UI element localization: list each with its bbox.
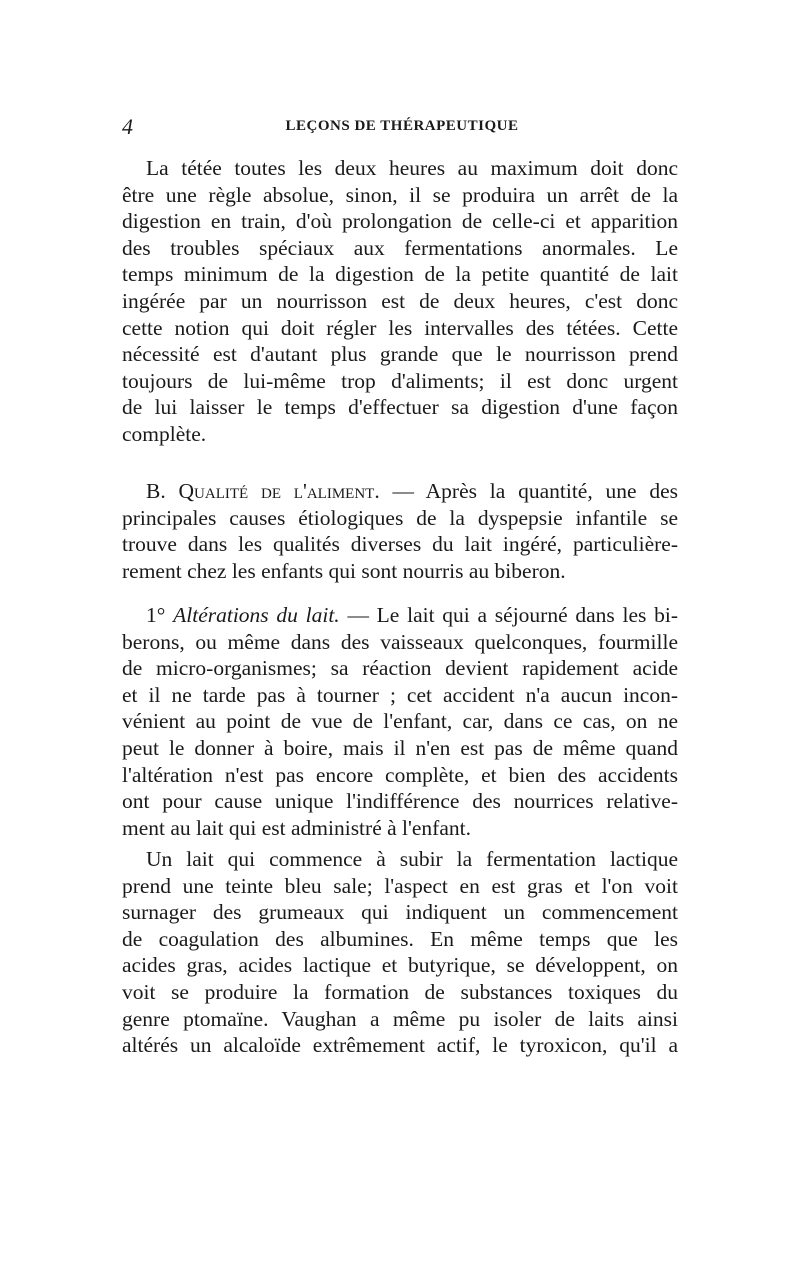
text-line: vénient au point de vue de l'enfant, car, dans ce cas, on ne bbox=[122, 709, 678, 734]
text-line: ont pour cause unique l'indifférence des nourrices relative- bbox=[122, 789, 678, 814]
text-line: acides gras, acides lactique et butyrique, se développent, on bbox=[122, 953, 678, 978]
text-line: l'altération n'est pas encore complète, et bien des accidents bbox=[122, 762, 678, 787]
subsection-number: 1° bbox=[146, 603, 166, 627]
text-line: être une règle absolue, sinon, il se produira un arrêt de la bbox=[122, 182, 678, 207]
text-line: altérés un alcaloïde extrêmement actif, le tyroxicon, qu'il a bbox=[122, 1033, 678, 1058]
page-header bbox=[122, 114, 682, 142]
text-line: voit se produire la formation de substances toxiques du bbox=[122, 979, 678, 1004]
text-line: rement chez les enfants qui sont nourris au biberon. bbox=[122, 558, 566, 583]
text-line: temps minimum de la digestion de la petite quantité de lait bbox=[122, 262, 678, 287]
text-line: cette notion qui doit régler les intervalles des tétées. Cette bbox=[122, 315, 678, 340]
text-line: peut le donner à boire, mais il n'en est pas de même quand bbox=[122, 735, 678, 760]
text-line: de micro-organismes; sa réaction devient rapidement acide bbox=[122, 656, 678, 681]
section-letter: B. bbox=[146, 479, 166, 503]
text-line: prend une teinte bleu sale; l'aspect en est gras et l'on voit bbox=[122, 873, 678, 898]
heading-line-rest: — Le lait qui a séjourné dans les bi- bbox=[347, 603, 679, 627]
subsection-heading: Altérations du lait. bbox=[173, 603, 340, 627]
text-line: toujours de lui-même trop d'aliments; il est donc urgent bbox=[122, 368, 678, 393]
text-line: genre ptomaïne. Vaughan a même pu isoler de laits ainsi bbox=[122, 1006, 678, 1031]
text-line: La tétée toutes les deux heures au maximum doit donc bbox=[146, 156, 678, 180]
section-heading: Qualité de l'aliment. bbox=[178, 479, 380, 503]
text-line: ingérée par un nourrisson est de deux heures, c'est donc bbox=[122, 288, 678, 313]
text-line: des troubles spéciaux aux fermentations anormales. Le bbox=[122, 235, 678, 260]
text-line: trouve dans les qualités diverses du lait ingéré, particulière- bbox=[122, 532, 678, 557]
text-line: principales causes étiologiques de la dyspepsie infantile se bbox=[122, 505, 678, 530]
text-line: complète. bbox=[122, 421, 207, 446]
page-number: 4 bbox=[122, 114, 133, 139]
section-heading-line bbox=[122, 478, 678, 505]
paragraph-food-quality bbox=[122, 478, 678, 584]
text-line: nécessité est d'autant plus grande que le nourrisson prend bbox=[122, 342, 678, 367]
paragraph-lactic-fermentation bbox=[122, 846, 678, 1059]
paragraph-feeding-interval bbox=[122, 155, 678, 448]
paragraph-milk-alterations bbox=[122, 602, 678, 841]
text-line: de lui laisser le temps d'effectuer sa digestion d'une façon bbox=[122, 395, 678, 420]
text-line: Un lait qui commence à subir la fermentation lactique bbox=[146, 847, 678, 871]
text-line: et il ne tarde pas à tourner ; cet accident n'a aucun incon- bbox=[122, 682, 678, 707]
text-line: digestion en train, d'où prolongation de celle-ci et apparition bbox=[122, 209, 678, 234]
heading-line-rest: — Après la quantité, une des bbox=[392, 479, 679, 503]
text-line: surnager des grumeaux qui indiquent un commencement bbox=[122, 900, 678, 925]
subsection-heading-line bbox=[122, 602, 678, 629]
text-line: ment au lait qui est administré à l'enfant. bbox=[122, 815, 471, 840]
text-line: de coagulation des albumines. En même temps que les bbox=[122, 926, 678, 951]
running-title: LEÇONS DE THÉRAPEUTIQUE bbox=[285, 118, 519, 134]
text-line: berons, ou même dans des vaisseaux quelconques, fourmille bbox=[122, 629, 678, 654]
